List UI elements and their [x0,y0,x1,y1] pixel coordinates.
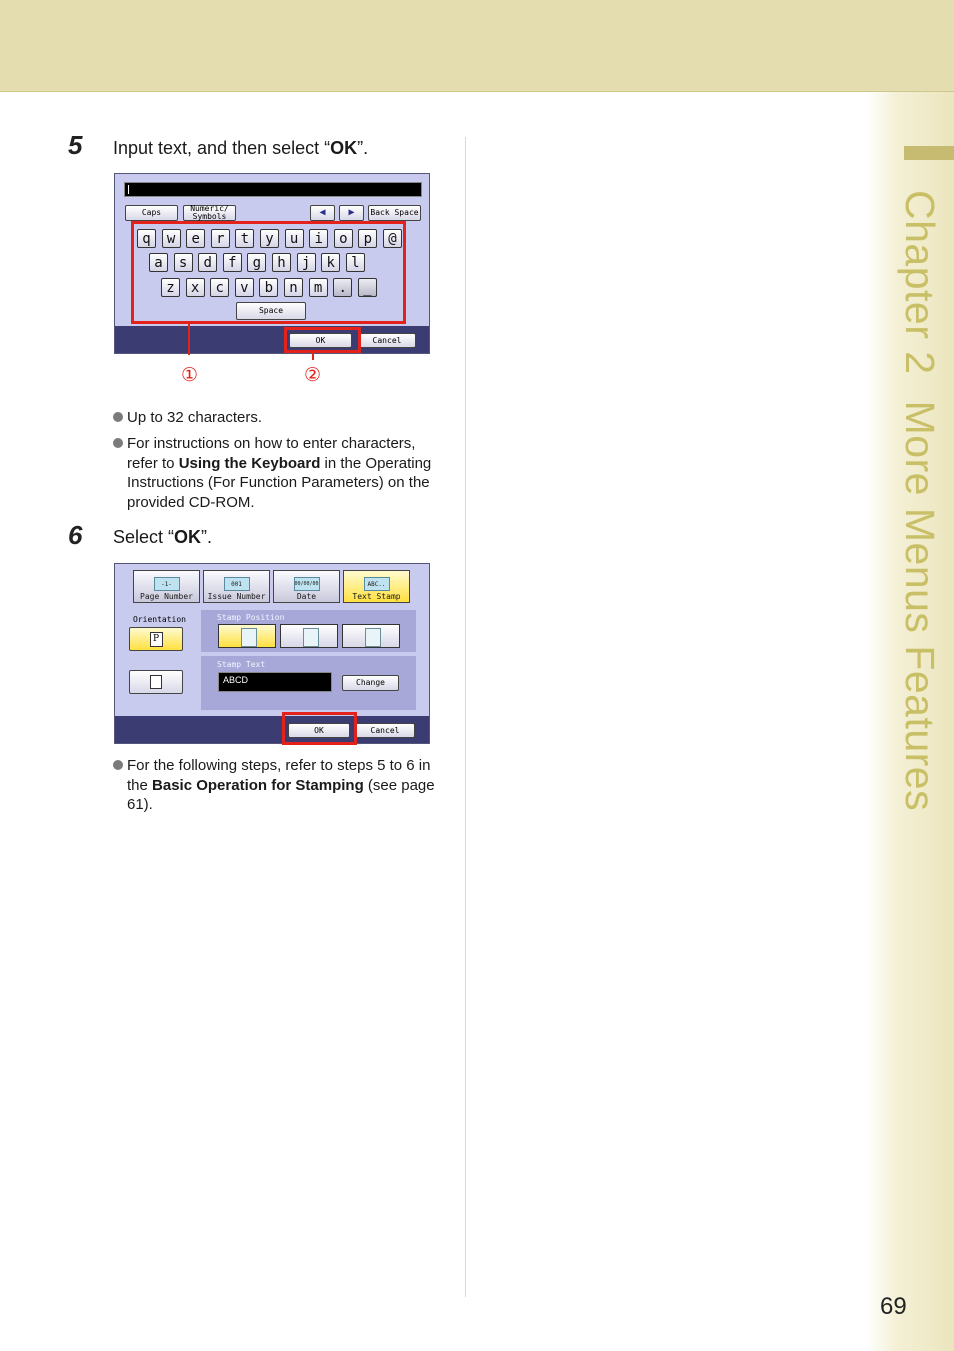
numeric-symbols-button[interactable]: Numeric/ Symbols [183,205,236,221]
orientation-label: Orientation [133,615,186,624]
key[interactable]: n [284,278,303,297]
stamp-text-label: Stamp Text [217,660,266,669]
column-divider [465,137,466,1297]
key[interactable]: @ [383,229,402,248]
change-button[interactable]: Change [342,675,399,691]
tab-page-number[interactable]: -1- Page Number [133,570,200,603]
cancel-button[interactable]: Cancel [355,723,415,738]
callout-1: ① [181,365,199,386]
text-cursor [128,185,129,194]
tab-date[interactable]: 00/00/00 Date [273,570,340,603]
key[interactable]: y [260,229,279,248]
tab-issue-number[interactable]: 001 Issue Number [203,570,270,603]
key[interactable]: j [297,253,316,272]
key[interactable]: v [235,278,254,297]
key[interactable]: u [285,229,304,248]
key[interactable]: d [198,253,217,272]
page-position-icon [241,628,257,647]
chapter-label: Chapter 2 [897,190,943,375]
cancel-button[interactable]: Cancel [358,333,416,348]
ok-button[interactable]: OK [289,333,352,348]
cursor-right-button[interactable]: ▶ [339,205,364,221]
header-band [0,0,954,92]
ok-button[interactable]: OK [288,723,350,738]
key[interactable]: g [247,253,266,272]
callout-2: ② [304,365,322,386]
key[interactable]: c [210,278,229,297]
step-5-instruction: Input text, and then select “OK”. [113,138,369,158]
key[interactable]: s [174,253,193,272]
position-top-right-button[interactable] [342,624,400,648]
step-6-bullet: For the following steps, refer to steps 5 to 6 in the Basic Operation for Stamping (see page 61). [113,756,443,815]
key[interactable]: w [162,229,181,248]
key[interactable]: . [333,278,352,297]
bullet-dot [113,438,123,448]
key[interactable]: m [309,278,328,297]
step-6-instruction: Select “OK”. [113,527,213,547]
key[interactable]: f [223,253,242,272]
text-input-field[interactable] [124,182,422,197]
space-button[interactable]: Space [236,302,306,320]
key[interactable]: p [358,229,377,248]
key[interactable]: t [235,229,254,248]
ok-highlight-box [284,327,361,353]
key[interactable]: l [346,253,365,272]
key[interactable]: b [259,278,278,297]
landscape-icon [150,675,162,689]
key[interactable]: h [272,253,291,272]
bullet-dot [113,760,123,770]
cursor-left-button[interactable]: ◀ [310,205,335,221]
step-5-bullet-1: Up to 32 characters. [113,408,443,428]
position-bottom-center-button[interactable] [280,624,338,648]
step-6-number: 6 [68,520,83,550]
stamp-screenshot [114,563,430,744]
key[interactable]: e [186,229,205,248]
keyboard-highlight-box [131,221,406,324]
page-position-icon [303,628,319,647]
page-position-icon [365,628,381,647]
step-5-number: 5 [68,130,83,160]
key[interactable]: x [186,278,205,297]
key[interactable]: i [309,229,328,248]
date-icon: 00/00/00 [294,577,320,591]
portrait-glyph: P [150,632,163,647]
issue-number-icon: 001 [224,577,250,591]
callout-line-1 [188,323,190,355]
key[interactable]: r [211,229,230,248]
chapter-tab-marker [904,146,954,160]
text-stamp-icon: ABC.. [364,577,390,591]
step-5-bullet-2: For instructions on how to enter characters, refer to Using the Keyboard in the Operating Instructions (For Function Parameters) on the provided CD-ROM. [113,434,443,512]
key[interactable]: a [149,253,168,272]
key[interactable]: z [161,278,180,297]
keyboard-screenshot [114,173,430,354]
backspace-button[interactable]: Back Space [368,205,421,221]
callout-line-2 [312,352,314,360]
key[interactable]: k [321,253,340,272]
ok-highlight-box [282,712,357,745]
key[interactable]: _ [358,278,377,297]
page-number: 69 [880,1293,907,1320]
caps-button[interactable]: Caps [125,205,178,221]
orientation-landscape-button[interactable] [129,670,183,694]
page-number-icon: -1- [154,577,180,591]
orientation-portrait-button[interactable] [129,627,183,651]
chapter-title [897,190,943,812]
section-label: More Menus Features [897,400,943,812]
bullet-dot [113,412,123,422]
position-bottom-left-button[interactable] [218,624,276,648]
stamp-position-label: Stamp Position [217,613,285,622]
key[interactable]: q [137,229,156,248]
tab-text-stamp[interactable]: ABC.. Text Stamp [343,570,410,603]
stamp-text-field[interactable]: ABCD [218,672,332,692]
key[interactable]: o [334,229,353,248]
